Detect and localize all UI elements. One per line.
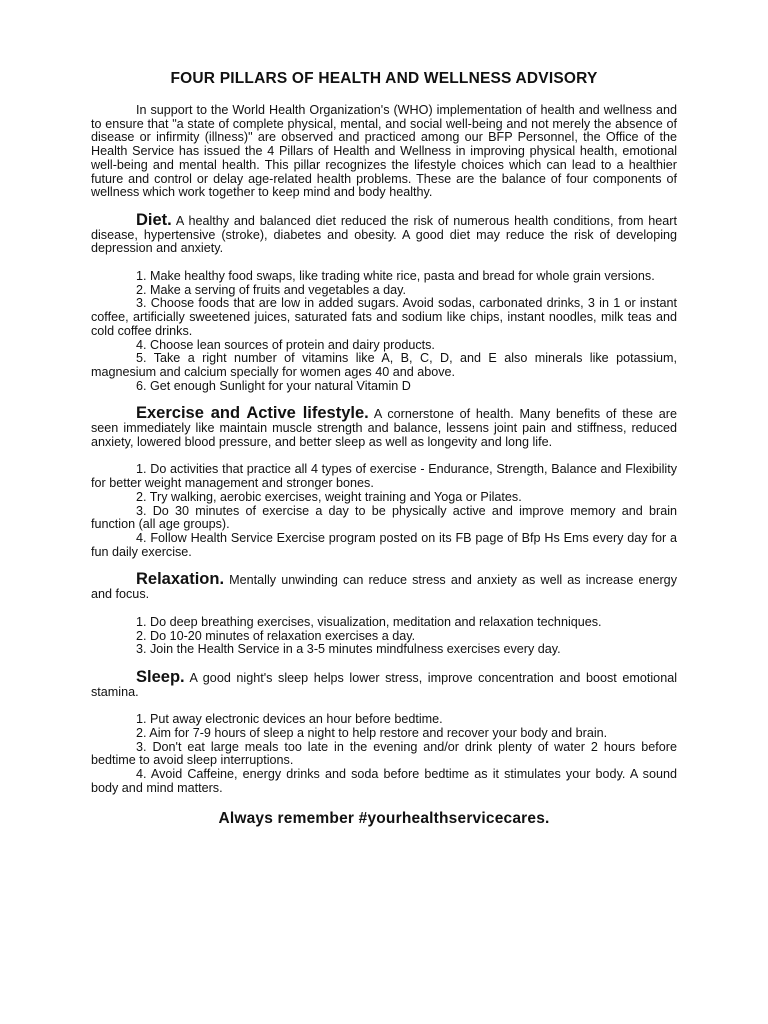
list-item: 3. Join the Health Service in a 3-5 minutes mindfulness exercises every day. [136, 642, 561, 657]
section-text: A cornerstone of health. Many benefits of these are seen immediately like maintain muscle strength and balance, lessens joint pain and stiffness, reduced anxiety, lowered blood pressure, and better sleep as well as longevity and long life. [91, 407, 677, 449]
section-list [91, 270, 677, 393]
section-heading: Relaxation. [136, 570, 225, 589]
section-heading: Diet. [136, 210, 172, 229]
section-paragraph [91, 404, 677, 449]
list-item: 1. Do activities that practice all 4 types of exercise - Endurance, Strength, Balance and Flexibility for better weight management and stronger bones. [91, 462, 677, 491]
list-item: 4. Choose lean sources of protein and dairy products. [136, 337, 435, 352]
list-item: 1. Put away electronic devices an hour before bedtime. [136, 712, 443, 727]
document-title: FOUR PILLARS OF HEALTH AND WELLNESS ADVISORY [170, 70, 598, 87]
section-text: A good night's sleep helps lower stress, improve concentration and boost emotional stamina. [91, 670, 677, 699]
section-paragraph [91, 570, 677, 602]
list-item: 2. Try walking, aerobic exercises, weight training and Yoga or Pilates. [136, 489, 522, 504]
list-item: 4. Avoid Caffeine, energy drinks and soda before bedtime as it stimulates your body. A sound body and mind matters. [91, 767, 677, 795]
intro-paragraph: In support to the World Health Organization's (WHO) implementation of health and wellness and to ensure that "a state of complete physical, mental, and social well-being and not merely the absence of disease or infirmity (illness)" are observed and practiced among our BFP Personnel, the Office of the Health Service has issued the 4 Pillars of Health and Wellness in improving physical health, emotional well-being and mental health. This pillar recognizes the lifestyle choices which can lead to a healthier future and control or delay age-related health problems. These are the balance of four components of wellness which work together to keep mind and body healthy. [91, 103, 677, 200]
section-relaxation [91, 570, 677, 657]
closing-line: Always remember #yourhealthservicecares. [218, 809, 550, 827]
list-item: 4. Follow Health Service Exercise program posted on its FB page of Bfp Hs Ems every day for a fun daily exercise. [91, 530, 677, 559]
section-text: A healthy and balanced diet reduced the risk of numerous health conditions, from heart disease, hypertensive (stroke), diabetes and obesity. A good diet may reduce the risk of developing depression and anxiety. [91, 213, 677, 256]
section-sleep [91, 667, 677, 796]
list-item: 2. Make a serving of fruits and vegetables a day. [136, 282, 406, 297]
list-item: 1. Make healthy food swaps, like trading white rice, pasta and bread for whole grain versions. [136, 269, 655, 284]
list-item: 2. Aim for 7-9 hours of sleep a night to help restore and recover your body and brain. [136, 726, 608, 741]
section-paragraph [91, 667, 677, 699]
section-list [91, 616, 677, 657]
section-heading: Exercise and Active lifestyle. [136, 404, 369, 423]
list-item: 3. Do 30 minutes of exercise a day to be physically active and improve memory and brain function (all age groups). [91, 503, 677, 532]
section-diet [91, 210, 677, 393]
section-text: Mentally unwinding can reduce stress and anxiety as well as increase energy and focus. [91, 573, 677, 602]
list-item: 3. Choose foods that are low in added sugars. Avoid sodas, carbonated drinks, 3 in 1 or instant coffee, artificially sweetened juices, saturated fats and sodium like chips, instant noodles, milk teas and cold coffee drinks. [91, 296, 677, 338]
list-item: 5. Take a right number of vitamins like A, B, C, D, and E also minerals like potassium, magnesium and calcium specially for women ages 40 and above. [91, 351, 677, 379]
list-item: 1. Do deep breathing exercises, visualization, meditation and relaxation techniques. [136, 614, 602, 629]
list-item: 6. Get enough Sunlight for your natural Vitamin D [136, 378, 411, 393]
list-item: 3. Don't eat large meals too late in the evening and/or drink plenty of water 2 hours before bedtime to avoid sleep interruptions. [91, 739, 677, 768]
list-item: 2. Do 10-20 minutes of relaxation exercises a day. [136, 628, 416, 643]
section-paragraph [91, 210, 677, 256]
section-list [91, 463, 677, 559]
section-list [91, 713, 677, 795]
section-heading: Sleep. [136, 667, 185, 686]
section-exercise [91, 404, 677, 559]
